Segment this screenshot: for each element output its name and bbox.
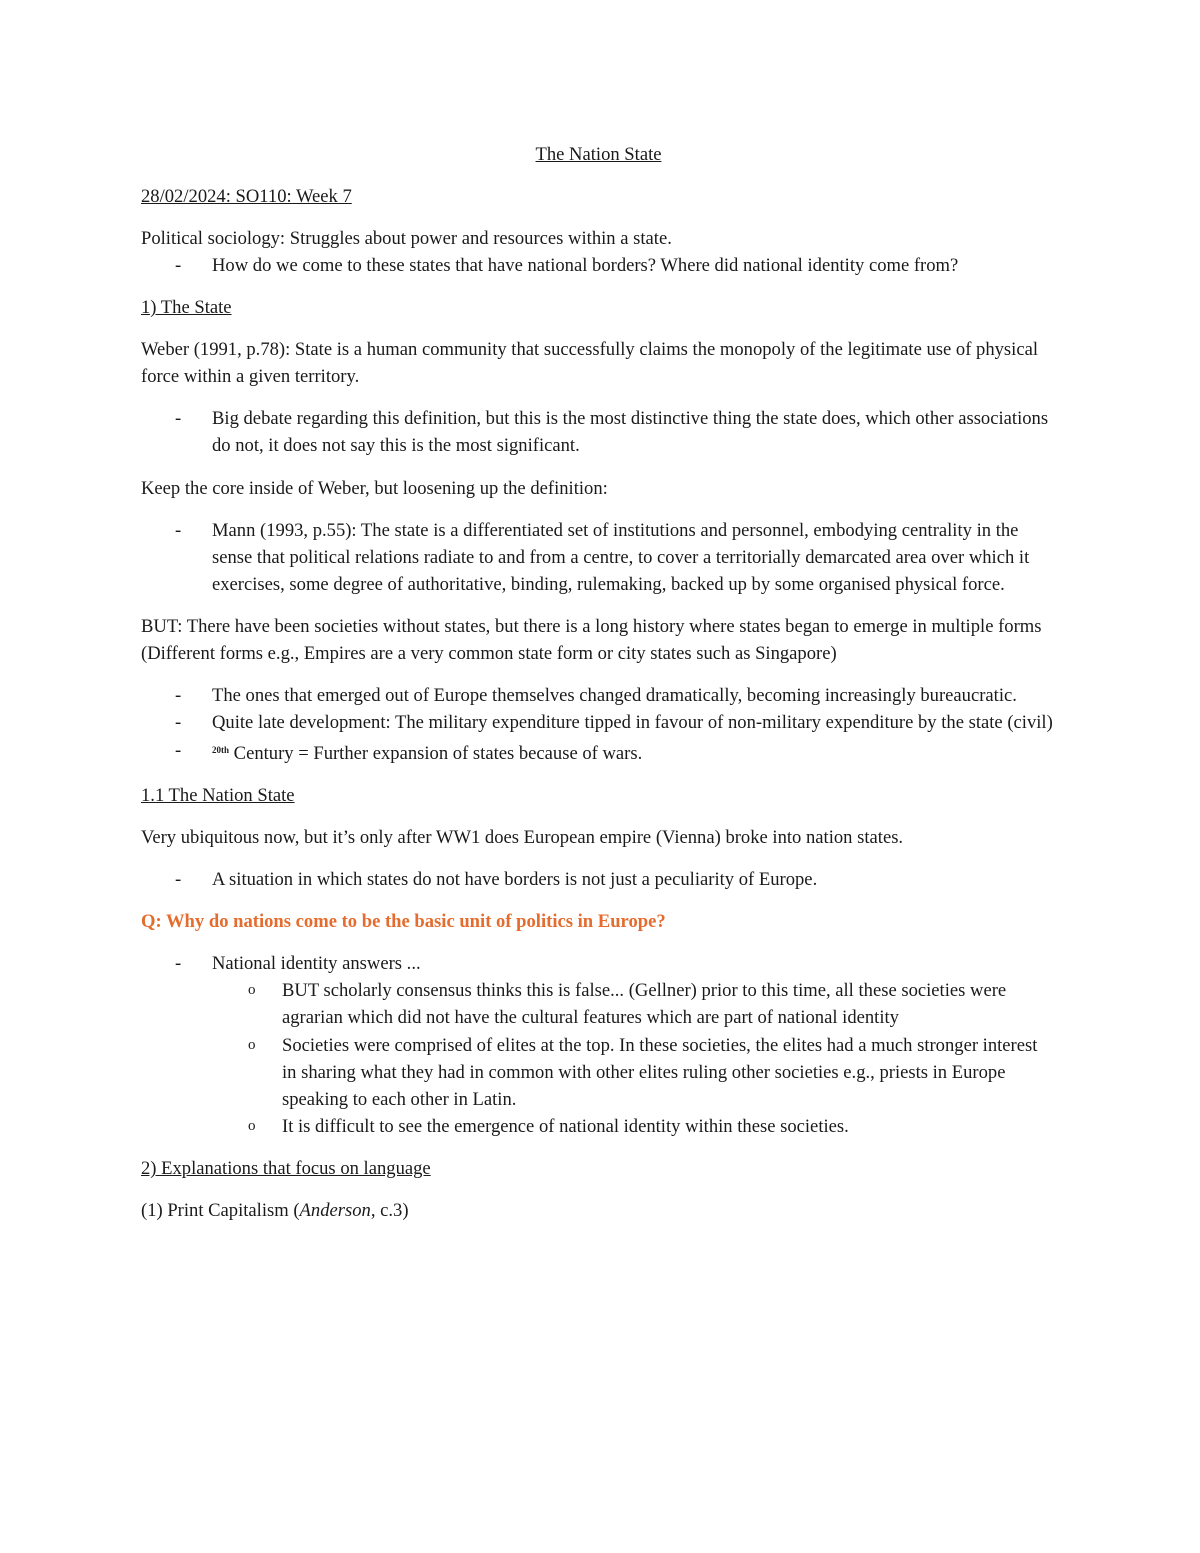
century-superscript: 20th — [212, 744, 230, 755]
page-title: The Nation State — [535, 144, 662, 165]
highlighted-question: Q: Why do nations come to be the basic unit of politics in Europe? — [141, 911, 666, 933]
print-suffix: , c.3) — [370, 1200, 409, 1222]
list-item-text: National identity answers ... — [212, 953, 421, 975]
list-item — [141, 517, 1056, 599]
sub-list-item — [141, 1113, 1056, 1140]
list-item-text: Mann (1993, p.55): The state is a differentiated set of institutions and personnel, embodying centrality in the sense that political relations radiate to and from a centre, to cover a territorially demarcated area over which it exercises, some degree of authoritative, binding, rulemaking, backed up by some organised physical force. — [212, 519, 1030, 596]
list-item-text: How do we come to these states that have national borders? Where did national identity come from? — [212, 255, 959, 276]
list-item — [141, 252, 1056, 279]
europe-bullet-list — [141, 682, 1056, 767]
circle-bullet: o — [248, 1036, 256, 1053]
date-line: 28/02/2024: SO110: Week 7 — [141, 186, 352, 207]
list-item-text: Century = Further expansion of states because of wars. — [229, 742, 643, 764]
list-item — [141, 737, 1056, 767]
circle-bullet: o — [248, 1118, 256, 1135]
answer-bullet-list — [141, 950, 1056, 1140]
weber-definition: Weber (1991, p.78): State is a human community that successfully claims the monopoly of the legitimate use of physical force within a given territory. — [141, 339, 1039, 388]
list-item — [141, 405, 1056, 459]
list-item — [141, 866, 1056, 893]
nation-state-bullet-list — [141, 866, 1056, 893]
list-item — [141, 950, 1056, 1140]
document-body — [141, 141, 1056, 1239]
section-heading-state: 1) The State — [141, 297, 232, 319]
loosen-definition-text: Keep the core inside of Weber, but loosening up the definition: — [141, 477, 608, 499]
sub-list-item — [141, 977, 1056, 1031]
sub-list-item-text: Societies were comprised of elites at the top. In these societies, the elites had a much stronger interest in sharing what they had in common with other elites ruling other societies e.g., priests in Europe speaking to each other in Latin. — [282, 1034, 1038, 1111]
section-heading-language: 2) Explanations that focus on language — [141, 1158, 431, 1180]
sub-bullet-list — [212, 977, 1056, 1140]
print-author: Anderson — [299, 1200, 371, 1222]
sub-list-item — [141, 1032, 1056, 1114]
list-item-text: A situation in which states do not have borders is not just a peculiarity of Europe. — [212, 868, 818, 890]
circle-bullet: o — [248, 982, 256, 999]
sub-list-item-text: It is difficult to see the emergence of national identity within these societies. — [282, 1116, 849, 1138]
dash-bullet: - — [175, 739, 182, 761]
list-item-text: Quite late development: The military expenditure tipped in favour of non-military expenditure by the state (civil) — [212, 712, 1053, 734]
list-item-text: The ones that emerged out of Europe themselves changed dramatically, becoming increasingly bureaucratic. — [212, 685, 1017, 707]
list-item-text: Big debate regarding this definition, but this is the most distinctive thing the state does, which other associations do not, it does not say this is the most significant. — [212, 408, 1049, 457]
intro-text: Political sociology: Struggles about power and resources within a state. — [141, 228, 672, 249]
nation-state-text: Very ubiquitous now, but it’s only after WW1 does European empire (Vienna) broke into nation states. — [141, 826, 904, 848]
weber-bullet-list — [141, 405, 1056, 459]
mann-bullet-list — [141, 517, 1056, 599]
dash-bullet: - — [175, 953, 182, 975]
dash-bullet: - — [175, 868, 182, 890]
dash-bullet: - — [175, 408, 182, 430]
intro-bullet-list — [141, 252, 1056, 279]
print-capitalism-line — [141, 1197, 1056, 1224]
section-heading-nation-state: 1.1 The Nation State — [141, 784, 295, 806]
print-prefix: (1) Print Capitalism ( — [141, 1200, 300, 1222]
but-paragraph: BUT: There have been societies without states, but there is a long history where states began to emerge in multiple forms (Different forms e.g., Empires are a very common state form or city states such as Singapore) — [141, 616, 1042, 665]
dash-bullet: - — [175, 255, 182, 276]
sub-list-item-text: BUT scholarly consensus thinks this is false... (Gellner) prior to this time, all these societies were agrarian which did not have the cultural features which are part of national identity — [282, 980, 1007, 1029]
list-item — [141, 709, 1056, 736]
dash-bullet: - — [175, 712, 182, 734]
dash-bullet: - — [175, 519, 182, 541]
list-item — [141, 682, 1056, 709]
dash-bullet: - — [175, 685, 182, 707]
